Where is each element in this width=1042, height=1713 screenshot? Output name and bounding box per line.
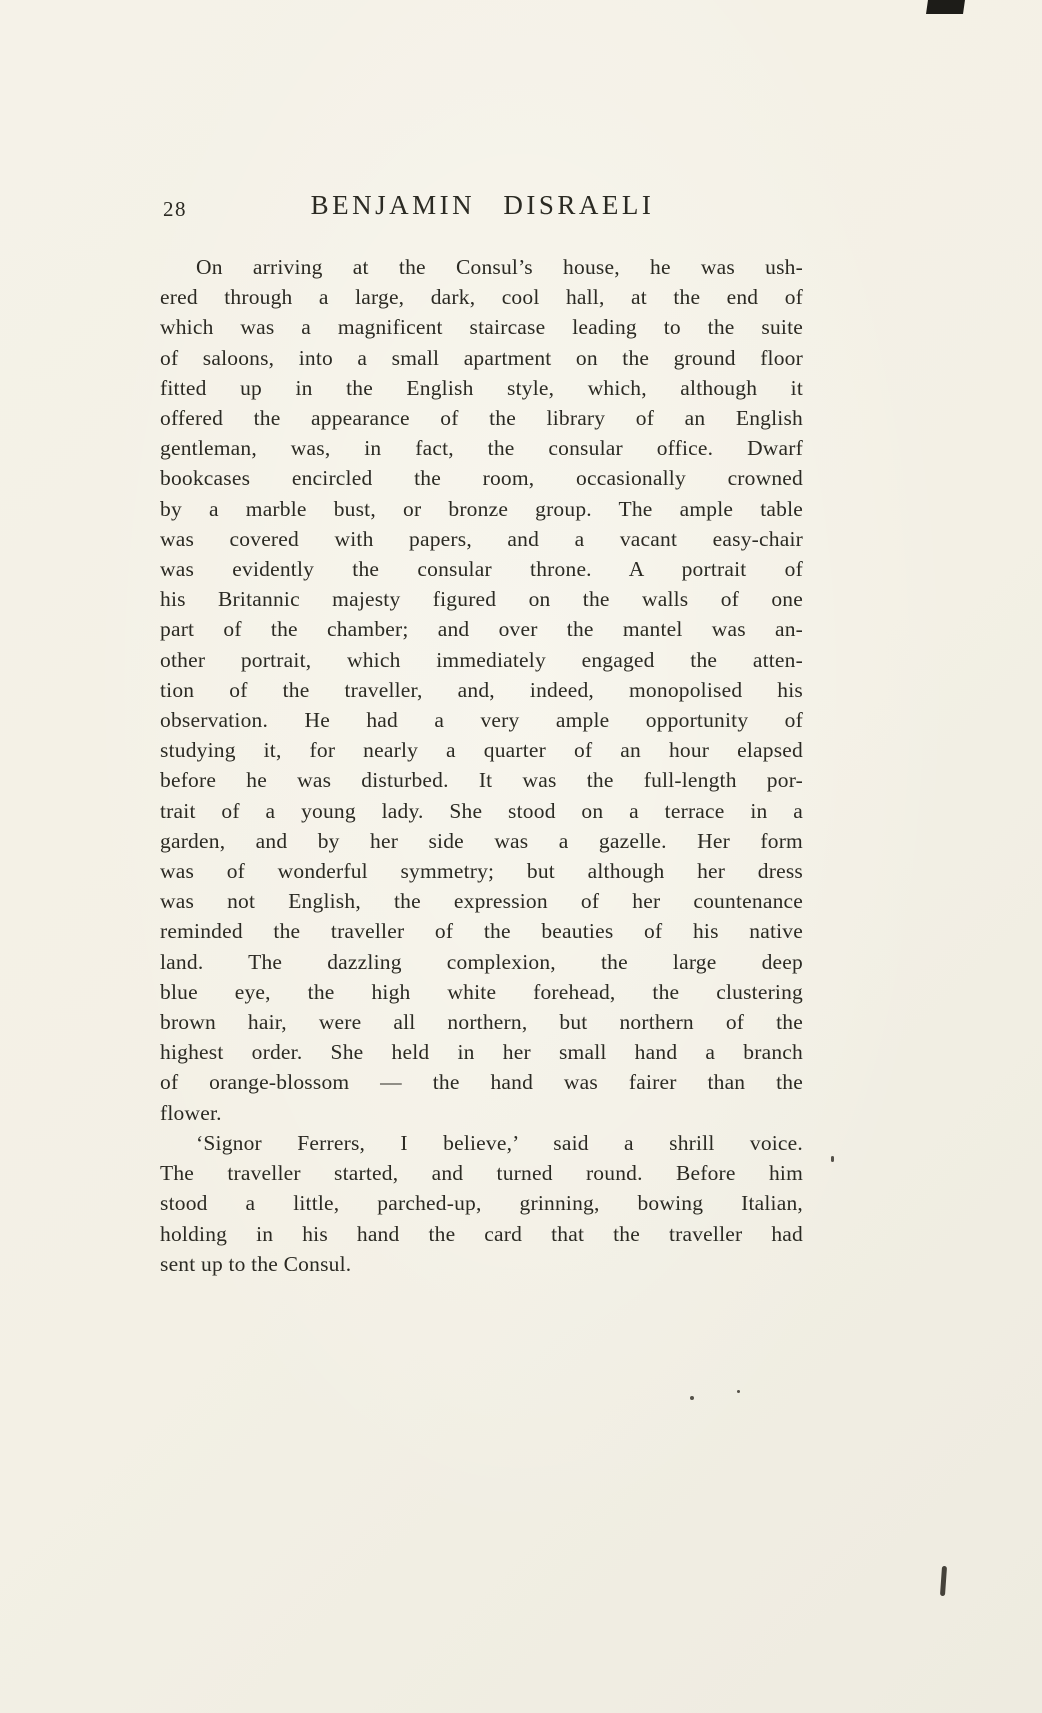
paragraph xyxy=(160,1128,803,1279)
text-line: was covered with papers, and a vacant easy-chair xyxy=(160,526,803,551)
text-line: by a marble bust, or bronze group. The ample table xyxy=(160,496,803,521)
text-line: was of wonderful symmetry; but although her dress xyxy=(160,859,803,884)
text-line: his Britannic majesty figured on the walls of one xyxy=(160,587,803,612)
text-line: which was a magnificent staircase leading to the suite xyxy=(160,315,803,340)
text-line: land. The dazzling complexion, the large deep xyxy=(160,949,803,974)
text-line: stood a little, parched-up, grinning, bowing Italian, xyxy=(160,1191,803,1216)
scan-artifact-ink-mark xyxy=(940,1566,947,1596)
text-line: gentleman, was, in fact, the consular office. Dwarf xyxy=(160,436,803,461)
text-line: of orange-blossom — the hand was fairer than the xyxy=(160,1070,803,1095)
text-line: sent up to the Consul. xyxy=(160,1251,352,1276)
text-line: holding in his hand the card that the traveller had xyxy=(160,1221,803,1246)
text-line: tion of the traveller, and, indeed, monopolised his xyxy=(160,677,803,702)
text-line: On arriving at the Consul’s house, he was ush- xyxy=(196,255,803,279)
text-line: before he was disturbed. It was the full-length por- xyxy=(160,768,803,793)
text-line: garden, and by her side was a gazelle. Her form xyxy=(160,828,803,853)
text-line: studying it, for nearly a quarter of an hour elapsed xyxy=(160,738,803,763)
scan-artifact-dot xyxy=(690,1396,694,1400)
text-line: brown hair, were all northern, but northern of the xyxy=(160,1010,803,1035)
text-line: of saloons, into a small apartment on the ground floor xyxy=(160,345,803,370)
running-head: BENJAMIN DISRAELI xyxy=(310,190,655,220)
text-line: offered the appearance of the library of an English xyxy=(160,406,803,431)
text-line: flower. xyxy=(160,1100,222,1125)
text-line: ered through a large, dark, cool hall, at the end of xyxy=(160,285,803,310)
scan-artifact-dot xyxy=(737,1390,740,1393)
text-line: part of the chamber; and over the mantel was an- xyxy=(160,617,803,642)
scan-artifact-corner-mark xyxy=(926,0,965,14)
text-line: was not English, the expression of her countenance xyxy=(160,889,803,914)
text-line: ‘Signor Ferrers, I believe,’ said a shrill voice. xyxy=(196,1130,803,1155)
text-line: observation. He had a very ample opportunity of xyxy=(160,708,803,733)
text-line: highest order. She held in her small hand a branch xyxy=(160,1040,803,1065)
scan-artifact-dot xyxy=(831,1156,834,1162)
text-line: other portrait, which immediately engaged the atten- xyxy=(160,647,803,672)
paragraph xyxy=(160,252,803,1128)
text-line: fitted up in the English style, which, although it xyxy=(160,375,803,400)
page-number: 28 xyxy=(163,197,187,221)
text-line: was evidently the consular throne. A portrait of xyxy=(160,557,803,582)
page-text xyxy=(160,252,803,1279)
text-line: reminded the traveller of the beauties of his native xyxy=(160,919,803,944)
text-line: blue eye, the high white forehead, the clustering xyxy=(160,979,803,1004)
text-line: bookcases encircled the room, occasionally crowned xyxy=(160,466,803,491)
text-line: trait of a young lady. She stood on a terrace in a xyxy=(160,798,803,823)
text-line: The traveller started, and turned round. Before him xyxy=(160,1161,803,1186)
